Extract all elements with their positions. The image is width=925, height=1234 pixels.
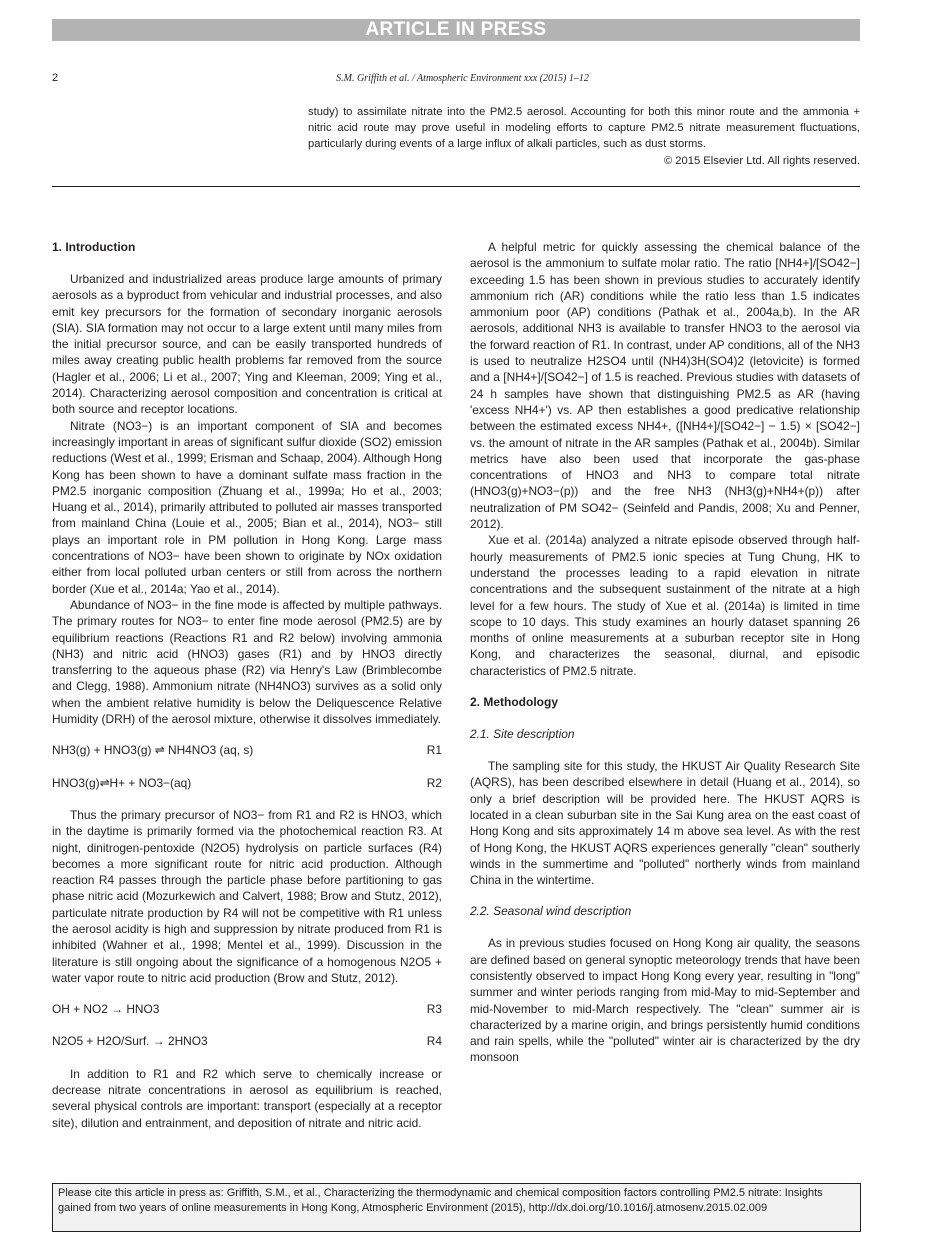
- section-heading-introduction: 1. Introduction: [52, 240, 136, 254]
- equation-r3-formula: OH + NO2 → HNO3: [52, 1002, 160, 1017]
- paragraph-intro-5: In addition to R1 and R2 which serve to chemically increase or decrease nitrate concentrations in aerosol as equilibrium is reached, several physical controls are important: transport (especially at a receptor site), dilution and entrainment, and deposition of nitrate and nitric acid.: [52, 1066, 442, 1130]
- equation-r2-formula: HNO3(g)⇌H+ + NO3−(aq): [52, 775, 192, 790]
- abstract-text: study) to assimilate nitrate into the PM2.5 aerosol. Accounting for both this minor route and the ammonia + nitric acid route may prove useful in modeling efforts to capture PM2.5 nitrate measurement fluctuations, particularly during events of a large influx of alkali particles, such as dust storms.: [308, 106, 860, 151]
- paragraph-site: The sampling site for this study, the HKUST Air Quality Research Site (AQRS), has been described elsewhere in detail (Huang et al., 2014), so only a brief description will be provided here. The HKUST AQRS is located in a clean suburban site in the Sai Kung area on the east coast of Hong Kong and sits approximately 14 m above sea level. As with the rest of Hong Kong, the HKUST AQRS experiences generally "clean" southerly winds in the summertime and "polluted" northerly winds from mainland China in the wintertime.: [470, 759, 860, 888]
- equation-r1: [52, 742, 442, 758]
- paragraph-intro-3: Abundance of NO3− in the fine mode is affected by multiple pathways. The primary routes for NO3− to enter fine mode aerosol (PM2.5) are by equilibrium reactions (Reactions R1 and R2 below) involving ammonia (NH3) and nitric acid (HNO3) gases (R1) and by HNO3 directly transferring to the aqueous phase (R2) via Henry's Law (Brimblecombe and Clegg, 1988). Ammonium nitrate (NH4NO3) survives as a solid only when the ambient relative humidity is below the Deliquescence Relative Humidity (DRH) of the aerosol mixture, otherwise it dissolves immediately.: [52, 597, 442, 727]
- paragraph-intro-4: Thus the primary precursor of NO3− from R1 and R2 is HNO3, which in the daytime is primarily formed via the photochemical reaction R3. At night, dinitrogen-pentoxide (N2O5) hydrolysis on particle surfaces (R4) becomes a more significant route for nitric acid production. Although reaction R4 passes through the particle phase before partitioning to gas phase nitric acid (Mozurkewich and Calvert, 1988; Brow and Stutz, 2012), particulate nitrate production by R4 will not be competitive with R1 unless the aerosol acidity is high and suppression by nitrate produced from R1 is inhibited (Wahner et al., 1998; Mentel et al., 1999). Discussion in the literature is still ongoing about the significance of a homogenous N2O5 + water vapor route to nitric acid production (Brow and Stutz, 2012).: [52, 807, 442, 985]
- equation-r1-formula: NH3(g) + HNO3(g) ⇌ NH4NO3 (aq, s): [52, 743, 254, 758]
- equation-r4-formula: N2O5 + H2O/Surf. → 2HNO3: [52, 1034, 208, 1049]
- header-divider: [52, 186, 860, 187]
- paragraph-intro-6: A helpful metric for quickly assessing the chemical balance of the aerosol is the ammonium to sulfate molar ratio. The ratio [NH4+]/[SO42−] exceeding 1.5 has been shown in previous studies to accurately identify ammonium rich (AR) conditions while the ratio less than 1.5 indicates ammonium poor (AP) conditions (Pathak et al., 2004a,b). In the AR aerosols, additional NH3 is available to transfer HNO3 to the aerosol via the forward reaction of R1. In contrast, under AP conditions, all of the NH3 is used to neutralize H2SO4 until (NH4)3H(SO4)2 (letovicite) is formed and a [NH4+]/[SO42−] of 1.5 is reached. Previous studies with datasets of 24 h samples have shown that distinguishing PM2.5 as AR (having 'excess NH4+') vs. AP then establishes a good predicative relationship between the estimated excess NH4+, ([NH4+]/[SO42−] − 1.5) × [SO42−] vs. the amount of nitrate in the AR samples (Pathak et al., 2004b). Similar metrics have also been used that incorporate the gas-phase concentrations of HNO3 and NH3 to compare total nitrate (HNO3(g)+NO3−(p)) and the free NH3 (NH3(g)+NH4+(p)) after neutralization of PM SO42− (Seinfeld and Pandis, 2008; Xu and Penner, 2012).: [470, 240, 860, 532]
- right-column: [470, 239, 860, 1066]
- paragraph-wind: As in previous studies focused on Hong Kong air quality, the seasons are defined based on general synoptic meteorology trends that have been consistently observed to impact Hong Kong every year, resulting in "long" summer and winter periods ranging from mid-May to mid-September and mid-November to mid-March respectively. The "clean" summer air is characterized by a marine origin, and brings persistently humid conditions and rain spells, while the "polluted" winter air is characterized by the dry monsoon: [470, 936, 860, 1065]
- copyright-notice: © 2015 Elsevier Ltd. All rights reserved.: [663, 154, 860, 167]
- equation-r3: [52, 1001, 442, 1017]
- page-number: 2: [52, 72, 59, 84]
- subsection-heading-wind: 2.2. Seasonal wind description: [470, 904, 632, 919]
- citation-box: Please cite this article in press as: Griffith, S.M., et al., Characterizing the thermodynamic and chemical composition factors controlling PM2.5 nitrate: Insights gained from two years of online measurements in Hong Kong, Atmospheric Environment (2015), http://dx.doi.org/10.1016/j.atmosenv.2015.02.009: [52, 1183, 861, 1232]
- equation-r2: [52, 775, 442, 791]
- equation-r4-label: R4: [426, 1034, 442, 1049]
- subsection-heading-site: 2.1. Site description: [470, 727, 575, 742]
- left-column: [52, 239, 442, 1131]
- paragraph-intro-1: Urbanized and industrialized areas produce large amounts of primary aerosols as a byproduct from vehicular and industrial processes, and also emit key precursors for the formation of secondary inorganic aerosols (SIA). SIA formation may not occur to a large extent until many miles from the initial precursor source, and can be easily transported hundreds of miles away creating public health problems far removed from the source (Hagler et al., 2006; Li et al., 2007; Ying and Kleeman, 2009; Ying et al., 2014). Characterizing aerosol composition and concentration is critical at both source and receptor locations.: [52, 272, 442, 417]
- section-heading-methodology: 2. Methodology: [470, 695, 558, 710]
- paragraph-intro-7: Xue et al. (2014a) analyzed a nitrate episode observed through half-hourly measurements of PM2.5 ionic species at Tung Chung, HK to understand the processes leading to a rapid elevation in nitrate concentrations and the subsequent sustainment of the nitrate at a high level for a few hours. The study of Xue et al. (2014a) is limited in time scope to 10 days. This study examines an hourly dataset spanning 26 months of online measurements at a suburban receptor site in Hong Kong, and characterizes the seasonal, diurnal, and episodic characteristics of PM2.5 nitrate.: [470, 533, 860, 678]
- running-head: S.M. Griffith et al. / Atmospheric Environment xxx (2015) 1–12: [336, 73, 589, 84]
- equation-r4: [52, 1033, 442, 1049]
- article-in-press-banner: ARTICLE IN PRESS: [52, 19, 860, 41]
- equation-r1-label: R1: [426, 743, 442, 758]
- paragraph-intro-2: Nitrate (NO3−) is an important component of SIA and becomes increasingly important in areas of significant sulfur dioxide (SO2) emission reductions (West et al., 1999; Erisman and Schaap, 2004). Although Hong Kong has been shown to have a dominant sulfate mass fraction in the PM2.5 inorganic composition (Zhuang et al., 1999a; Ho et al., 2003; Huang et al., 2014), primarily attributed to polluted air masses transported from mainland China (Louie et al., 2005; Bian et al., 2014), NO3− still plays an important role in PM pollution in Hong Kong. Large mass concentrations of NO3− have been shown to originate by NOx oxidation either from local polluted urban centers or still from across the northern border (Xue et al., 2014a; Yao et al., 2014).: [52, 418, 442, 596]
- abstract-tail: [308, 104, 860, 169]
- equation-r3-label: R3: [426, 1002, 442, 1017]
- equation-r2-label: R2: [426, 775, 442, 790]
